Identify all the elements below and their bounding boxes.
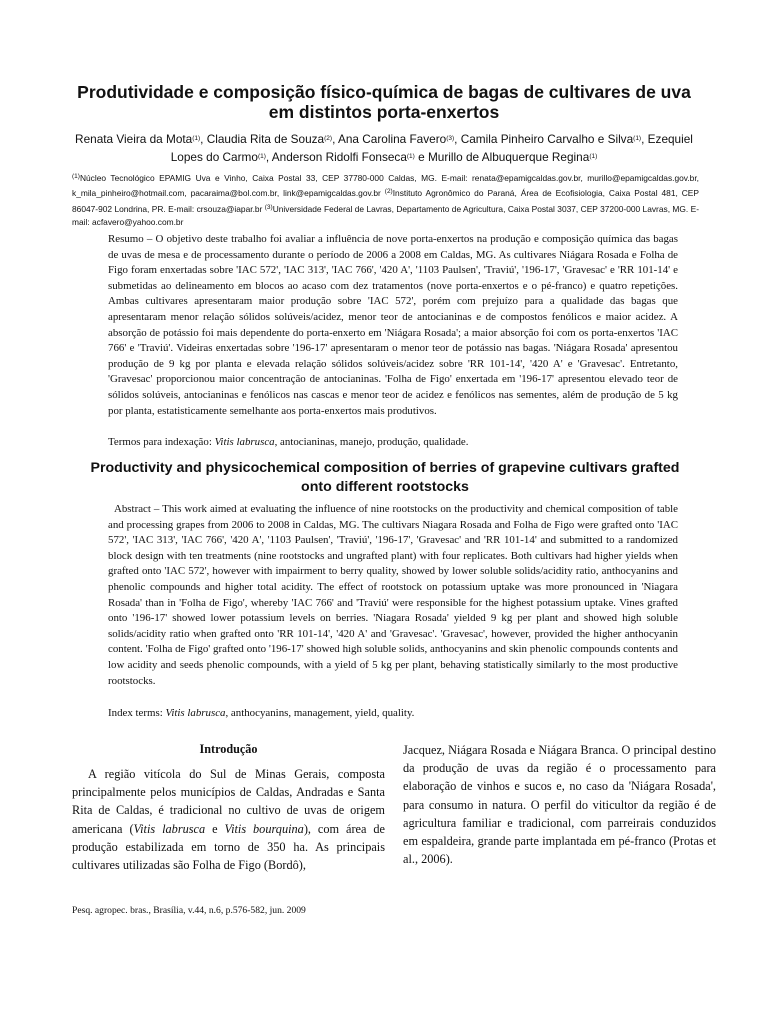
author-conjunction: e (418, 150, 425, 164)
intro-text: e (205, 821, 225, 836)
intro-species: Vitis bourquina (224, 821, 304, 836)
article-title-pt: Produtividade e composição físico-química de bagas de cultivares de uva em distintos porta-enxertos (77, 82, 691, 122)
affiliation-mark: (2) (384, 188, 393, 196)
author-affiliation-mark: (1) (589, 153, 598, 160)
author-name: Ana Carolina Favero (337, 132, 447, 146)
index-terms-label: Index terms: (108, 707, 163, 719)
author-affiliation-mark: (1) (192, 135, 201, 142)
affiliation-2: Instituto Agronômico do Paraná, Área de Ecofisiologia, Caixa Postal 481, CEP 86047-902 Londrina, PR. E-mail: crsouza@iapar.br (72, 188, 699, 214)
affiliation-mark: (3) (264, 203, 273, 211)
index-terms-species: Vitis labrusca (214, 436, 275, 448)
affiliation-3: Universidade Federal de Lavras, Departamento de Agricultura, Caixa Postal 3037, CEP 37200-000 Lavras, MG. E-mail: acfavero@yahoo.com.br (72, 203, 700, 228)
author-affiliation-mark: (2) (324, 135, 333, 142)
index-terms-en (108, 706, 678, 720)
resumo-paragraph: Resumo – O objetivo deste trabalho foi avaliar a influência de nove porta-enxertos na produção e composição química das bagas de uvas de mesa e de processamento durante o período de 2006 a 2008 em Caldas, MG. As cultivares Niágara Rosada e Folha de Figo foram enxertadas sobre 'IAC 572', 'IAC 313', 'IAC 766', '420 A', '1103 Paulsen', 'Traviú', '196-17', 'Gravesac' e 'RR 101-14' e submetidas ao delineamento em blocos ao acaso com dez tratamentos (nove porta-enxertos e o pé-franco) e quatro repetições. Ambas cultivares apresentaram maior produção sobre 'IAC 572', porém com prejuízo para a qualidade das bagas que apresentaram menor relação sólidos solúveis/acidez, menor teor de antocianinas e de compostos fenólicos e maior acidez. A absorção de potássio foi mais dependente do porta-enxerto em 'Niágara Rosada'; a maior absorção foi com os porta-enxertos 'IAC 766' e 'Traviú'. Videiras enxertadas sobre '196-17' apresentaram o menor teor de potássio nas bagas. 'Niágara Rosada' apresentou produção de 9 kg por planta e elevada relação sólidos solúveis/acidez sobre 'RR 101-14', '420 A' e 'Gravesac'. Entretanto, 'Gravesac' proporcionou maior concentração de antocianinas. 'Folha de Figo' enxertada em '196-17' apresentou elevado teor de sólidos solúveis, antocianinas e fenólicos nas cascas e menor teor de acidez e fenólicos nas sementes, além de produção de 5 kg por planta, estatisticamente semelhante aos porta-enxertos mais produtivos. (108, 233, 678, 417)
index-terms-list: , antocianinas, manejo, produção, qualidade. (274, 436, 469, 448)
abstract-paragraph: Abstract – This work aimed at evaluating the influence of nine rootstocks on the productivity and chemical composition of table and processing grapes from 2006 to 2008 in Caldas, MG. The cultivars Niagara Rosada and Folha de Figo were grafted onto 'IAC 572', 'IAC 313', 'IAC 766', '420 A', '1103 Paulsen', 'Traviú', '196-17', 'Gravesac' and 'RR 101-14' and submitted to a randomized block design with ten treatments (nine rootstocks and ungrafted plant) with four replicates. Both cultivars had higher yields when grafted onto 'IAC 572', however with impairment to berry quality, showed by lower soluble solids/acidity ratio, anthocyanins and phenolic compounds and higher total acidity. The effect of rootstock on potassium uptake was more pronounced in 'Niagara Rosada' than in 'Folha de Figo', whereby 'IAC 766' and 'Traviú' were responsible for the highest potassium uptake. Vines grafted onto '196-17' showed lower potassium levels on berries. 'Niagara Rosada' yielded 9 kg per plant and showed high soluble solids/acidity ratio when grafted onto 'RR 101-14', '420 A' and 'Gravesac'. 'Gravesac', however, provided the higher anthocyanin content. 'Folha de Figo' grafted onto '196-17' showed high soluble solids, anthocyanins and skin phenolic compounds contents and low acidity and seeds phenolic compounds, with a yield of 5 kg per plant, behaving statistically similarly to the most productive rootstocks. (108, 503, 678, 687)
author-name: Anderson Ridolfi Fonseca (271, 150, 407, 164)
author-name: Ezequiel Lopes do Carmo (170, 132, 693, 164)
author-affiliation-mark: (1) (633, 135, 642, 142)
author-name: Claudia Rita de Souza (206, 132, 325, 146)
author-affiliation-mark: (3) (446, 135, 455, 142)
affiliations (72, 170, 699, 230)
introduction-left-column (72, 765, 385, 874)
journal-citation-footer: Pesq. agropec. bras., Brasília, v.44, n.6, p.576-582, jun. 2009 (72, 905, 306, 916)
intro-text: ), com área de produção estabilizada em torno de 350 ha. As principais cultivares utilizadas são Folha de Figo (Bordô), (72, 821, 386, 873)
introduction-right-column: Jacquez, Niágara Rosada e Niágara Branca. O principal destino da produção de uvas da região é o processamento para elaboração de vinhos e sucos e, no caso da 'Niágara Rosada', para consumo in natura. O perfil do viticultor da região é de agricultura familiar e tradicional, com parreirais conduzidos em espaldeira, grande parte implantada em pé-franco (Protas et al., 2006). (403, 743, 716, 867)
affiliation-1: Núcleo Tecnológico EPAMIG Uva e Vinho, Caixa Postal 33, CEP 37780-000 Caldas, MG. E-mail: renata@epamigcaldas.gov.br, murillo@epamigcaldas.gov.br, k_mila_pinheiro@hotmail.com, pacaraima@bol.com.br, link@epamigcaldas.gov.br (72, 173, 699, 199)
intro-species: Vitis labrusca (133, 821, 206, 836)
article-title-en: Productivity and physicochemical composition of berries of grapevine cultivars grafted onto different rootstocks (90, 460, 680, 495)
author-affiliation-mark: (1) (257, 153, 266, 160)
index-terms-label: Termos para indexação: (108, 436, 212, 448)
author-name: Murillo de Albuquerque Regina (427, 150, 590, 164)
index-terms-pt (108, 435, 678, 449)
index-terms-list: , anthocyanins, management, yield, quality. (225, 707, 415, 719)
intro-text: A região vitícola do Sul de Minas Gerais, composta principalmente pelos municípios de Caldas, Andradas e Santa Rita de Caldas, é tradicional no cultivo de uvas de origem americana ( (72, 767, 385, 836)
author-affiliation-mark: (1) (406, 153, 415, 160)
author-name: Renata Vieira da Mota (75, 132, 193, 146)
index-terms-species: Vitis labrusca (165, 707, 226, 719)
introduction-heading: Introdução (199, 742, 258, 756)
author-list: Renata Vieira da Mota$^{(1)}$, Claudia Rita de Souza$^{(2)}$, Ana Carolina Favero$^{(3)}$, Camila Pinheiro Carvalho e Silva$^{(1)}$, Ezequiel Lopes do Carmo$^{(1)}$, Anderson Ridolfi Fonseca$^{(1)}$ e Murillo de Albuquerque Regina$^{(1)}$ (75, 132, 693, 164)
affiliation-mark: (1) (72, 173, 80, 180)
author-name: Camila Pinheiro Carvalho e Silva (460, 132, 634, 146)
